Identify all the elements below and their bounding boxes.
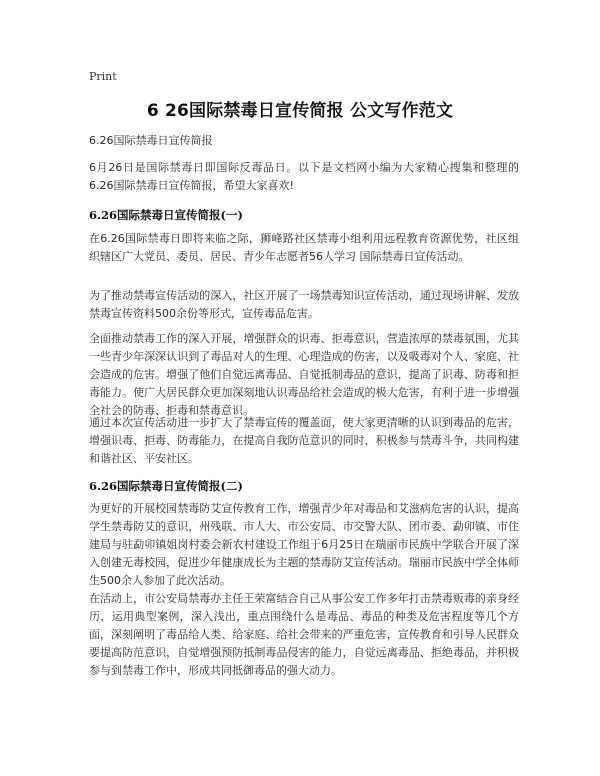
- section-2-paragraph: 在活动上，市公安局禁毒办主任王荣富结合自己从事公安工作多年打击禁毒贩毒的亲身经历，运用典型案例，深入浅出，重点围绕什么是毒品、毒品的种类及危害程度等几个方面，深刻阐明了毒品给人类、给家庭、给社会带来的严重危害，宣传教育和引导人民群众要提高防范意识，自觉增强预防抵制毒品侵害的能力，自觉远离毒品、拒绝毒品，并积极参与到禁毒工作中，形成共同抵御毒品的强大动力。: [89, 592, 519, 677]
- section-2-heading: 6.26国际禁毒日宣传简报(二): [89, 479, 243, 493]
- print-link[interactable]: Print: [89, 70, 117, 83]
- section-1-paragraph: 全面推动禁毒工作的深入开展，增强群众的识毒、拒毒意识，营造浓厚的禁毒氛围，尤其一些青少年深深认识到了毒品对人的生理、心理造成的伤害，以及吸毒对个人、家庭、社会造成的危害。增强了他们自觉远离毒品、自觉抵制毒品的意识，提高了识毒、防毒和拒毒能力。使广大居民群众更加深刻地认识毒品给社会造成的极大危害，有利于进一步增强全社会的防毒、拒毒和禁毒意识。: [89, 332, 519, 417]
- section-1-paragraph: 在6.26国际禁毒日即将来临之际，狮峰路社区禁毒小组利用远程教育资源优势，社区组织辖区广大党员、委员、居民、青少年志愿者56人学习 国际禁毒日宣传活动。: [89, 232, 519, 263]
- section-1-heading: 6.26国际禁毒日宣传简报(一): [89, 208, 243, 222]
- intro-paragraph: 6月26日是国际禁毒日即国际反毒品日。以下是文档网小编为大家精心搜集和整理的6.26国际禁毒日宣传简报，希望大家喜欢!: [89, 161, 519, 192]
- section-1-paragraph: 为了推动禁毒宣传活动的深入，社区开展了一场禁毒知识宣传活动，通过现场讲解、发放禁毒宣传资料500余份等形式，宣传毒品危害。: [89, 289, 519, 320]
- section-1-paragraph: 通过本次宣传活动进一步扩大了禁毒宣传的覆盖面，使大家更清晰的认识到毒品的危害，增强识毒、拒毒、防毒能力，在提高自我防范意识的同时，积极参与禁毒斗争，共同构建和谐社区、平安社区。: [89, 416, 519, 465]
- subtitle: 6.26国际禁毒日宣传简报: [89, 134, 213, 147]
- section-2-paragraph: 为更好的开展校园禁毒防艾宣传教育工作，增强青少年对毒品和艾滋病危害的认识，提高学生禁毒防艾的意识，州残联、市人大、市公安局、市交警大队、团市委、勐卯镇、市住建局与驻勐卯镇姐岗村委会新农村建设工作组于6月25日在瑞丽市民族中学联合开展了深入创建无毒校园，促进少年健康成长为主题的禁毒防艾宣传活动。瑞丽市民族中学全体师生500余人参加了此次活动。: [89, 502, 519, 587]
- page-title: 6 26国际禁毒日宣传简报 公文写作范文: [146, 101, 454, 121]
